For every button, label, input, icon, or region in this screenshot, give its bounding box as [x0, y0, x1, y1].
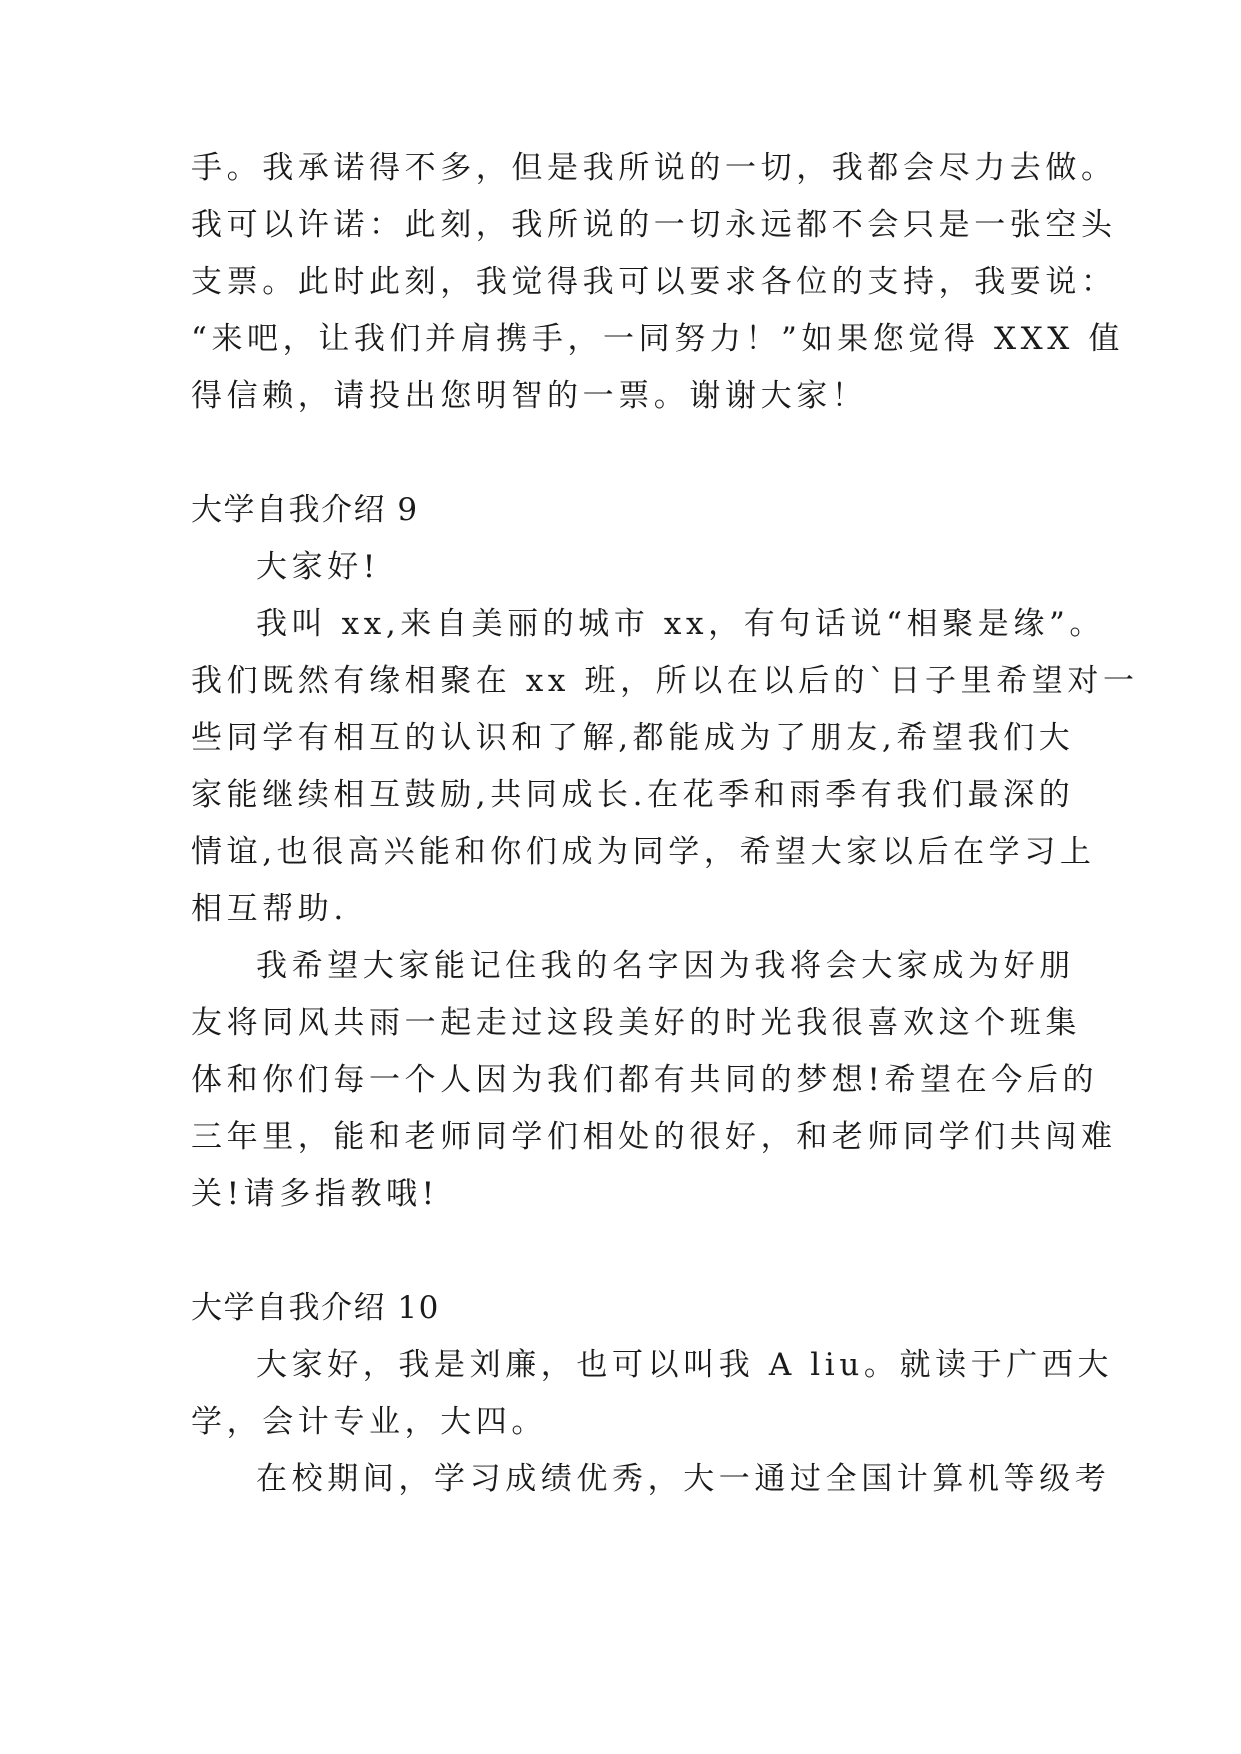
body-text-line: 学，会计专业，大四。 [191, 1404, 547, 1440]
body-text-line: 我叫 xx,来自美丽的城市 xx，有句话说“相聚是缘”。 [256, 606, 1105, 642]
body-text-line: 情谊,也很高兴能和你们成为同学，希望大家以后在学习上 [191, 834, 1096, 870]
body-text-line: 关!请多指教哦! [191, 1176, 439, 1212]
greeting-line: 大家好! [256, 549, 380, 585]
section-heading: 大学自我介绍 9 [191, 492, 419, 528]
body-text-line: 在校期间，学习成绩优秀，大一通过全国计算机等级考 [256, 1461, 1111, 1497]
body-text-line: 支票。此时此刻，我觉得我可以要求各位的支持，我要说： [191, 264, 1117, 300]
body-text-line: 体和你们每一个人因为我们都有共同的梦想!希望在今后的 [191, 1062, 1099, 1098]
body-text-line: 大家好，我是刘廉，也可以叫我 A liu。就读于广西大 [256, 1347, 1114, 1383]
section-heading: 大学自我介绍 10 [191, 1290, 440, 1326]
body-text-line: 我希望大家能记住我的名字因为我将会大家成为好朋 [256, 948, 1075, 984]
body-text-line: 些同学有相互的认识和了解,都能成为了朋友,希望我们大 [191, 720, 1075, 756]
body-text-line: 三年里，能和老师同学们相处的很好，和老师同学们共闯难 [191, 1119, 1117, 1155]
body-text-line: 相互帮助. [191, 891, 348, 927]
body-text-line: 家能继续相互鼓励,共同成长.在花季和雨季有我们最深的 [191, 777, 1075, 813]
body-text-line: “来吧，让我们并肩携手，一同努力！”如果您觉得 XXX 值 [191, 321, 1125, 357]
body-text-line: 我们既然有缘相聚在 xx 班，所以在以后的`日子里希望对一 [191, 663, 1139, 699]
body-text-line: 我可以许诺：此刻，我所说的一切永远都不会只是一张空头 [191, 207, 1117, 243]
body-text-line: 友将同风共雨一起走过这段美好的时光我很喜欢这个班集 [191, 1005, 1081, 1041]
body-text-line: 得信赖，请投出您明智的一票。谢谢大家！ [191, 378, 868, 414]
body-text-line: 手。我承诺得不多，但是我所说的一切，我都会尽力去做。 [191, 150, 1117, 186]
